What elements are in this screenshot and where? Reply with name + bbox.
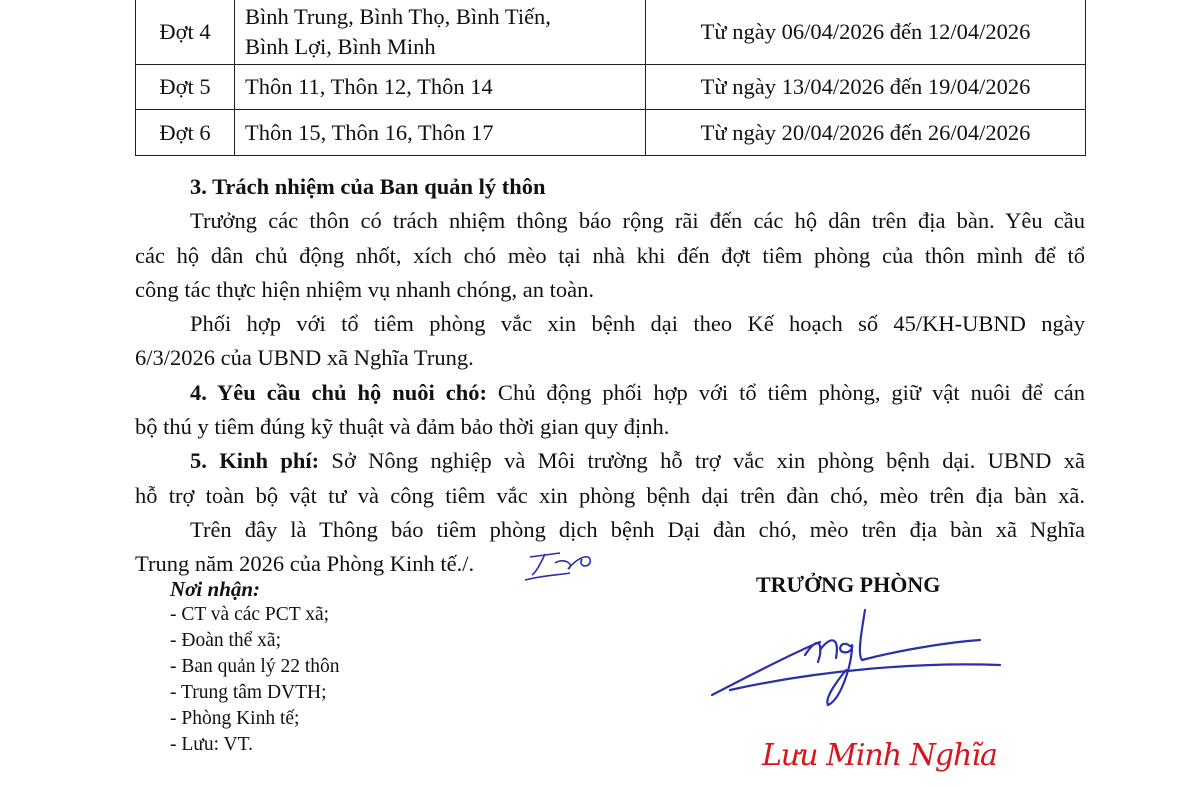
section-5-label: 5. Kinh phí:	[190, 448, 320, 474]
areas-cell: Bình Trung, Bình Thọ, Bình Tiến, Bình Lợi, Bình Minh	[235, 0, 646, 65]
signer-title: TRƯỞNG PHÒNG	[756, 572, 941, 597]
signer-name: Lưu Minh Nghĩa	[762, 738, 997, 773]
recipient-item: - Trung tâm DVTH;	[170, 682, 327, 703]
paragraph-line: hỗ trợ toàn bộ vật tư và công tiêm vắc xin phòng bệnh dại trên đàn chó, mèo trên địa bàn xã.	[135, 482, 1085, 508]
period-cell: Từ ngày 20/04/2026 đến 26/04/2026	[646, 110, 1086, 156]
document-body	[135, 170, 1085, 582]
period-cell: Từ ngày 06/04/2026 đến 12/04/2026	[646, 0, 1086, 65]
closing-line: Trung năm 2026 của Phòng Kinh tế./.	[135, 551, 475, 577]
paragraph-line: Trưởng các thôn có trách nhiệm thông báo rộng rãi đến các hộ dân trên địa bàn. Yêu cầu	[190, 208, 1085, 234]
section-3-heading: 3. Trách nhiệm của Ban quản lý thôn	[190, 174, 546, 199]
closing-line: Trên đây là Thông báo tiêm phòng dịch bệnh Dại đàn chó, mèo trên địa bàn xã Nghĩa	[190, 516, 1085, 542]
section-4: 4. Yêu cầu chủ hộ nuôi chó: Chủ động phối hợp với tổ tiêm phòng, giữ vật nuôi để cán	[190, 379, 1085, 405]
areas-cell: Thôn 15, Thôn 16, Thôn 17	[235, 110, 646, 156]
paragraph-line: các hộ dân chủ động nhốt, xích chó mèo tại nhà khi đến đợt tiêm phòng của thôn mình để tổ	[135, 242, 1085, 268]
schedule-table	[135, 0, 1086, 156]
batch-cell: Đợt 5	[136, 65, 235, 110]
paragraph-line: 6/3/2026 của UBND xã Nghĩa Trung.	[135, 345, 474, 371]
recipient-item: - Đoàn thể xã;	[170, 630, 282, 651]
recipients-block	[170, 576, 340, 758]
recipient-item: - Phòng Kinh tế;	[170, 708, 300, 729]
recipient-item: - Lưu: VT.	[170, 734, 253, 755]
table-row	[136, 110, 1086, 156]
handwritten-signature	[700, 600, 1010, 710]
batch-cell: Đợt 6	[136, 110, 235, 156]
period-cell: Từ ngày 13/04/2026 đến 19/04/2026	[646, 65, 1086, 110]
section-5: 5. Kinh phí: Sở Nông nghiệp và Môi trường hỗ trợ vắc xin phòng bệnh dại. UBND xã	[190, 448, 1085, 474]
section-4-label: 4. Yêu cầu chủ hộ nuôi chó:	[190, 379, 487, 405]
table-row	[136, 0, 1086, 65]
recipient-item: - CT và các PCT xã;	[170, 604, 330, 625]
initials-mark	[520, 545, 610, 585]
recipients-heading: Nơi nhận:	[170, 577, 261, 601]
paragraph-line: bộ thú y tiêm đúng kỹ thuật và đảm bảo thời gian quy định.	[135, 414, 670, 440]
recipient-item: - Ban quản lý 22 thôn	[170, 656, 340, 677]
areas-cell: Thôn 11, Thôn 12, Thôn 14	[235, 65, 646, 110]
table-row	[136, 65, 1086, 110]
batch-cell: Đợt 4	[136, 0, 235, 65]
paragraph-line: Phối hợp với tổ tiêm phòng vắc xin bệnh dại theo Kế hoạch số 45/KH-UBND ngày	[190, 311, 1085, 337]
paragraph-line: công tác thực hiện nhiệm vụ nhanh chóng, an toàn.	[135, 276, 594, 302]
